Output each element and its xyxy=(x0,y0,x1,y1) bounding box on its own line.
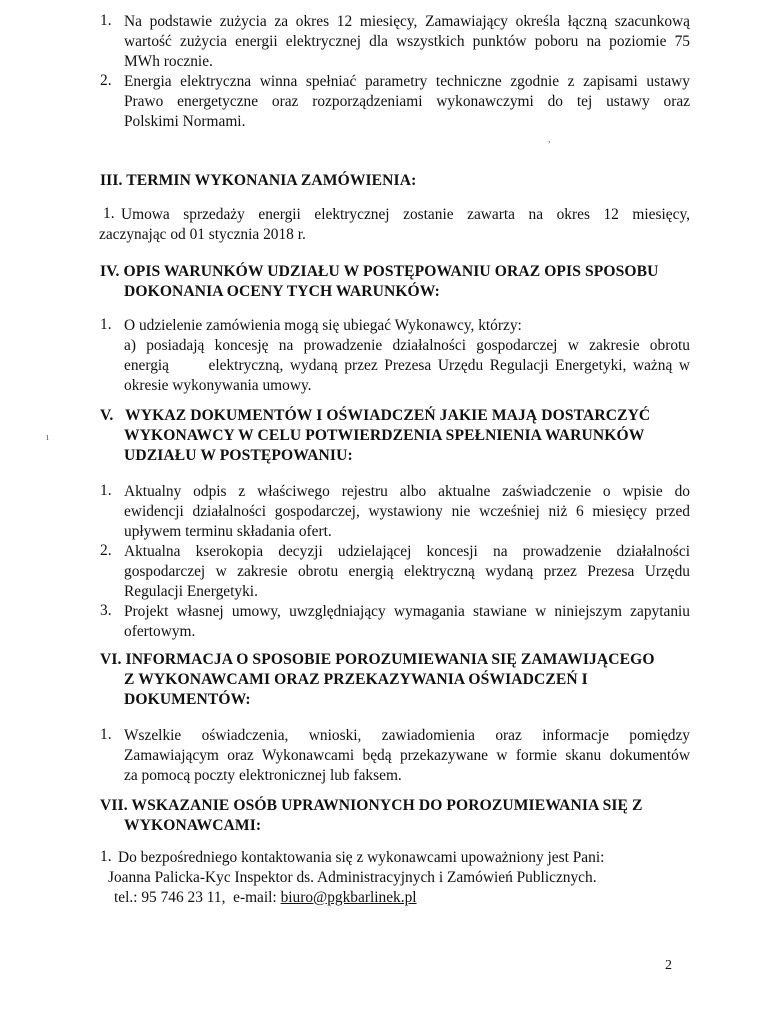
scan-speck: ı xyxy=(46,432,49,443)
text-line: okresie wykonywania umowy. xyxy=(124,377,312,394)
text-line: ewidencji działalności gospodarczej, wystawiony nie wcześniej niż 6 miesięcy przed xyxy=(124,503,690,520)
text-line: Na podstawie zużycia za okres 12 miesięcy, Zamawiający określa łączną szacunkową xyxy=(124,13,690,30)
email-link[interactable]: biuro@pgkbarlinek.pl xyxy=(280,889,417,906)
item-number: 1. xyxy=(100,316,112,333)
text-line: Do bezpośredniego kontaktowania się z wykonawcami upoważniony jest Pani: xyxy=(118,849,605,866)
text-line: ofertowym. xyxy=(124,623,196,640)
item-number: 1. xyxy=(100,848,112,865)
text-line xyxy=(114,888,690,908)
text-line: energią elektryczną, wydaną przez Prezesa Urzędu Regulacji Energetyki, ważną w xyxy=(124,357,690,374)
item-text xyxy=(124,482,690,542)
text-line: upływem terminu składania ofert. xyxy=(124,523,332,540)
item-text xyxy=(108,868,690,888)
item-number: 1. xyxy=(100,726,112,743)
item-text xyxy=(124,12,690,72)
item-number: 1. xyxy=(100,482,112,499)
item-text xyxy=(99,225,599,245)
item-text xyxy=(124,726,690,786)
heading-line: VII. WSKAZANIE OSÓB UPRAWNIONYCH DO POROZUMIEWANIA SIĘ Z xyxy=(100,797,643,814)
text-line: Polskimi Normami. xyxy=(124,113,246,130)
text-line: O udzielenie zamówienia mogą się ubiegać Wykonawcy, którzy: xyxy=(124,317,522,334)
item-text xyxy=(118,848,690,868)
item-text xyxy=(124,72,690,132)
item-number: 2. xyxy=(100,542,112,559)
section-4-heading xyxy=(100,262,700,302)
section-5-heading xyxy=(100,406,700,466)
text-line: gospodarczej w zakresie obrotu energią elektryczną wydaną przez Prezesa Urzędu xyxy=(124,563,690,580)
text-line: Joanna Palicka-Kyc Inspektor ds. Administracyjnych i Zamówień Publicznych. xyxy=(108,869,597,886)
heading-line: WYKONAWCY W CELU POTWIERDZENIA SPEŁNIENIA WARUNKÓW xyxy=(124,427,645,444)
text-line: a) posiadają koncesję na prowadzenie działalności gospodarczej w zakresie obrotu xyxy=(124,337,690,354)
item-number: 2. xyxy=(100,72,112,89)
item-text xyxy=(114,888,690,908)
text-line: Aktualna kserokopia decyzji udzielającej koncesji na prowadzenie działalności xyxy=(124,543,690,560)
section-6-heading xyxy=(100,650,700,710)
text-line: Energia elektryczna winna spełniać parametry techniczne zgodnie z zapisami ustawy xyxy=(124,73,690,90)
heading-line: IV. OPIS WARUNKÓW UDZIAŁU W POSTĘPOWANIU ORAZ OPIS SPOSOBU xyxy=(100,263,659,280)
text-line: Umowa sprzedaży energii elektrycznej zostanie zawarta na okres 12 miesięcy, xyxy=(121,206,690,223)
text-line: wartość zużycia energii elektrycznej dla wszystkich punktów poboru na poziomie 75 xyxy=(124,33,690,50)
text-line: Zamawiającym oraz Wykonawcami będą przekazywane w formie skanu dokumentów xyxy=(124,747,690,764)
item-text xyxy=(124,602,690,642)
heading-line: DOKONANIA OCENY TYCH WARUNKÓW: xyxy=(124,283,440,300)
text-line: za pomocą poczty elektronicznej lub faksem. xyxy=(124,767,402,784)
heading-line: DOKUMENTÓW: xyxy=(124,691,251,708)
text-line: Wszelkie oświadczenia, wnioski, zawiadomienia oraz informacje pomiędzy xyxy=(124,727,690,744)
scan-speck: , xyxy=(548,134,551,145)
heading-line: V. WYKAZ DOKUMENTÓW I OŚWIADCZEŃ JAKIE MAJĄ DOSTARCZYĆ xyxy=(100,407,651,424)
item-number: 3. xyxy=(100,602,112,619)
text-line: zaczynając od 01 stycznia 2018 r. xyxy=(99,226,306,243)
section-3-heading: III. TERMIN WYKONANIA ZAMÓWIENIA: xyxy=(100,172,417,189)
heading-line: UDZIAŁU W POSTĘPOWANIU: xyxy=(124,447,353,464)
heading-line: WYKONAWCAMI: xyxy=(124,817,262,834)
item-text xyxy=(121,205,690,225)
text-line: Prawo energetyczne oraz rozporządzeniami wykonawczymi do tej ustawy oraz xyxy=(124,93,690,110)
item-number: 1. xyxy=(100,12,112,29)
item-number: 1. xyxy=(103,205,115,222)
heading-line: VI. INFORMACJA O SPOSOBIE POROZUMIEWANIA SIĘ ZAMAWIJĄCEGO xyxy=(100,651,655,668)
text-line: Aktualny odpis z właściwego rejestru albo aktualne zaświadczenie o wpisie do xyxy=(124,483,690,500)
item-text xyxy=(124,542,690,602)
page-number: 2 xyxy=(665,958,672,973)
section-7-heading xyxy=(100,796,700,836)
item-text xyxy=(124,316,690,396)
heading-line: Z WYKONAWCAMI ORAZ PRZEKAZYWANIA OŚWIADCZEŃ I xyxy=(124,671,588,688)
text-line: MWh rocznie. xyxy=(124,53,213,70)
text-line: Projekt własnej umowy, uwzględniający wymagania stawiane w niniejszym zapytaniu xyxy=(124,603,690,620)
text-line: Regulacji Energetyki. xyxy=(124,583,258,600)
contact-line: tel.: 95 746 23 11, e-mail: xyxy=(114,889,281,906)
